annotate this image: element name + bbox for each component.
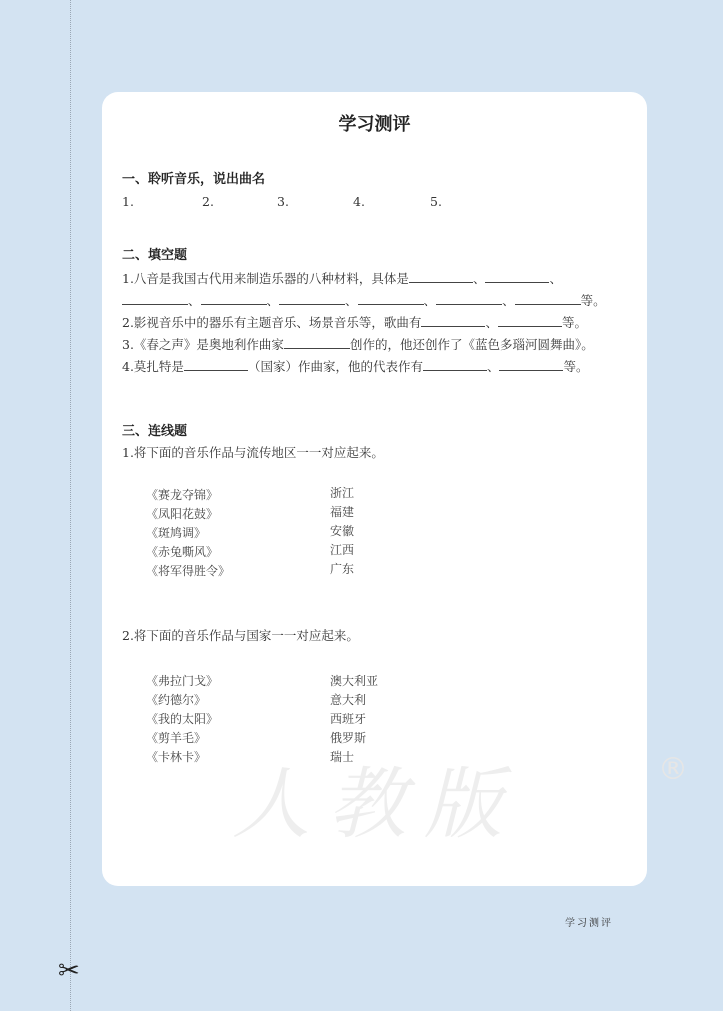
list-item[interactable]: 《我的太阳》	[146, 712, 219, 726]
list-item[interactable]: 福建	[330, 505, 355, 519]
works-list-2	[146, 672, 218, 767]
answer-blank[interactable]	[284, 336, 350, 349]
question-ending: 等。	[580, 293, 606, 308]
list-item[interactable]: 安徽	[330, 524, 355, 538]
separator: 、	[345, 293, 358, 308]
fill-question-1-continued	[122, 292, 606, 309]
answer-blank[interactable]	[485, 270, 549, 283]
answer-number-1: 1.	[122, 194, 134, 209]
separator: 、	[188, 293, 201, 308]
list-item[interactable]: 《卡林卡》	[146, 750, 207, 764]
regions-list	[330, 484, 354, 579]
answer-blank[interactable]	[409, 270, 473, 283]
list-item[interactable]: 俄罗斯	[330, 731, 367, 745]
answer-blank[interactable]	[358, 292, 424, 305]
separator: 、	[472, 271, 486, 286]
answer-blank[interactable]	[499, 358, 563, 371]
separator: 、	[266, 293, 280, 308]
list-item[interactable]: 《约德尔》	[146, 693, 207, 707]
separator: 、	[549, 271, 562, 286]
answer-blank[interactable]	[515, 292, 581, 305]
question-text: 4.莫扎特是	[122, 359, 184, 374]
question-text-continued: 创作的，他还创作了《蓝色多瑙河圆舞曲》。	[349, 337, 594, 352]
answer-number-3: 3.	[277, 194, 289, 209]
list-item[interactable]: 广东	[330, 562, 355, 576]
section2-heading: 二、填空题	[122, 248, 188, 263]
publisher-watermark: 人教版	[232, 760, 521, 850]
separator: 、	[423, 293, 437, 308]
section3-heading: 三、连线题	[122, 424, 188, 439]
answer-number-5: 5.	[430, 194, 442, 209]
question-text: 3.《春之声》是奥地利作曲家	[122, 337, 284, 352]
matching-question-2: 2.将下面的音乐作品与国家一一对应起来。	[122, 628, 359, 643]
question-text: 2.影视音乐中的器乐有主题音乐、场景音乐等，歌曲有	[122, 315, 422, 330]
list-item[interactable]: 《凤阳花鼓》	[146, 507, 219, 521]
answer-blank[interactable]	[201, 292, 267, 305]
list-item[interactable]: 《赤兔嘶风》	[146, 545, 219, 559]
section1-heading: 一、聆听音乐，说出曲名	[122, 172, 266, 187]
list-item[interactable]: 瑞士	[330, 750, 355, 764]
scissors-icon: ✂	[58, 956, 80, 986]
assessment-card	[102, 92, 688, 886]
list-item[interactable]: 《斑鸠调》	[146, 526, 207, 540]
countries-list	[330, 672, 378, 767]
fill-question-4	[122, 358, 588, 375]
list-item[interactable]: 江西	[330, 543, 355, 557]
answer-blank[interactable]	[498, 314, 562, 327]
answer-blank[interactable]	[436, 292, 502, 305]
cut-guide-line	[70, 0, 71, 1011]
question-ending: 等。	[563, 359, 589, 374]
answer-blank[interactable]	[421, 314, 485, 327]
page-title: 学习测评	[338, 114, 411, 135]
answer-blank[interactable]	[423, 358, 487, 371]
list-item[interactable]: 澳大利亚	[330, 674, 379, 688]
answer-number-4: 4.	[353, 194, 365, 209]
answer-blank[interactable]	[279, 292, 345, 305]
list-item[interactable]: 意大利	[330, 693, 367, 707]
question-ending: 等。	[561, 315, 587, 330]
registered-mark: ®	[658, 752, 688, 787]
list-item[interactable]: 《弗拉门戈》	[146, 674, 219, 688]
fill-question-2	[122, 314, 587, 331]
page-footer-label: 学习测评	[565, 918, 613, 929]
separator: 、	[502, 293, 515, 308]
works-list-1	[146, 486, 230, 581]
list-item[interactable]: 《赛龙夺锦》	[146, 488, 219, 502]
question-text-continued: （国家）作曲家，他的代表作有	[247, 359, 423, 374]
matching-question-1: 1.将下面的音乐作品与流传地区一一对应起来。	[122, 445, 384, 460]
answer-blank[interactable]	[122, 292, 188, 305]
fill-question-1	[122, 270, 562, 287]
answer-blank[interactable]	[184, 358, 248, 371]
list-item[interactable]: 西班牙	[330, 712, 367, 726]
list-item[interactable]: 浙江	[330, 486, 355, 500]
separator: 、	[486, 359, 500, 374]
list-item[interactable]: 《剪羊毛》	[146, 731, 207, 745]
list-item[interactable]: 《将军得胜令》	[146, 564, 231, 578]
separator: 、	[485, 315, 498, 330]
answer-number-2: 2.	[202, 194, 214, 209]
fill-question-3	[122, 336, 594, 353]
question-text: 1.八音是我国古代用来制造乐器的八种材料，具体是	[122, 271, 409, 286]
